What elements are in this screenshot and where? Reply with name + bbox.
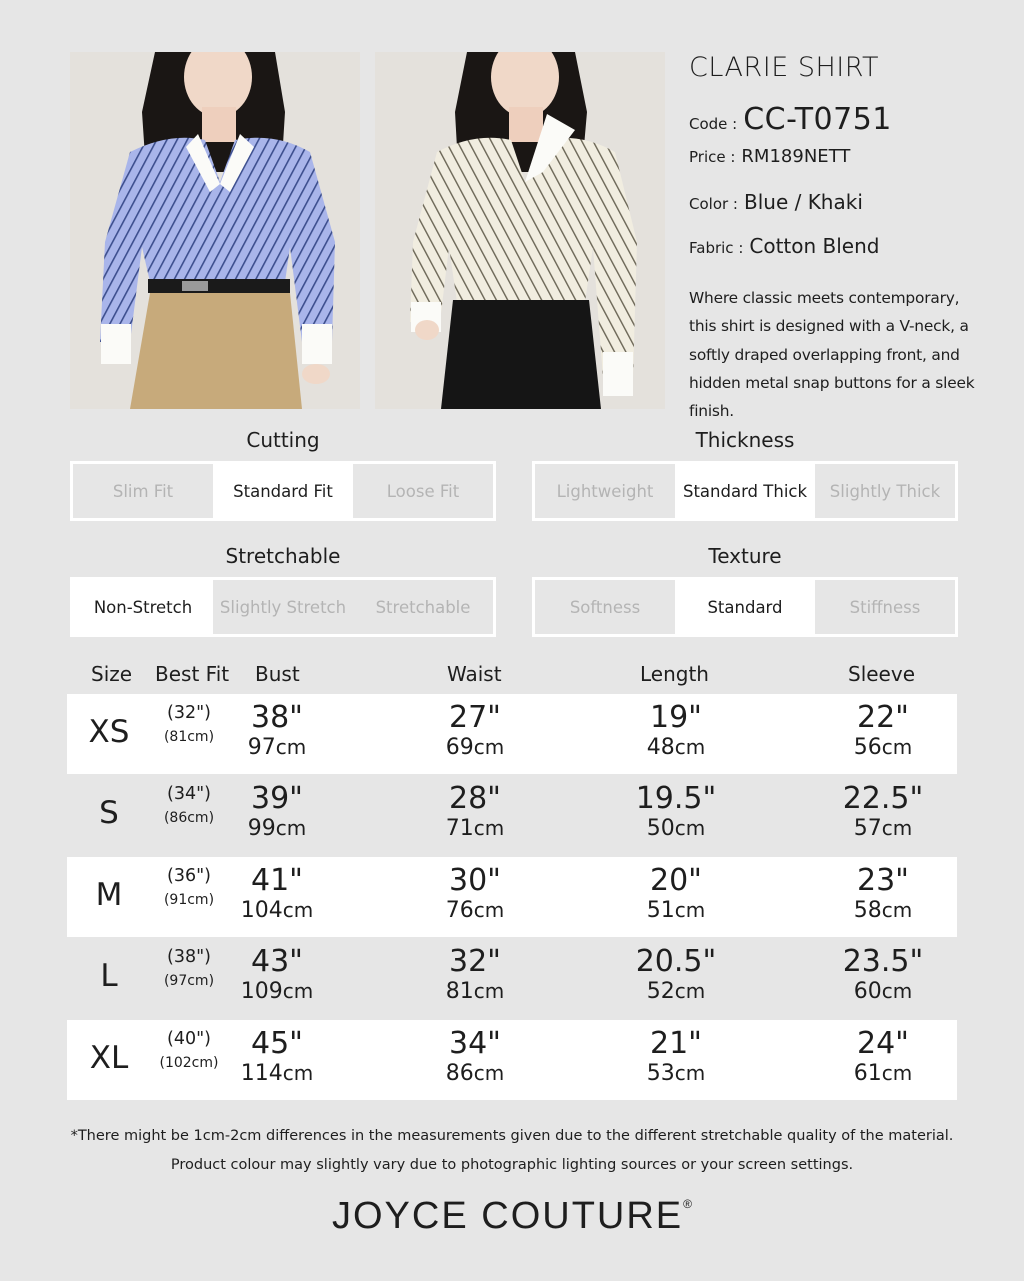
waist-cell: [425, 775, 525, 842]
fabric-label: Fabric :: [689, 239, 744, 257]
cm-unit: cm: [674, 816, 706, 840]
sleeve-cm-value: 58: [853, 898, 882, 923]
best-fit-cm: (102cm): [159, 1055, 219, 1071]
texture-option-stiffness: Stiffness: [815, 580, 955, 634]
length-cm: [626, 897, 726, 924]
bust-inches: 39": [251, 781, 303, 816]
length-cell: [626, 694, 726, 761]
color-value: Blue / Khaki: [743, 190, 863, 214]
waist-cm-value: 76: [445, 898, 474, 923]
size-label: XL: [89, 1040, 129, 1076]
bust-cell: [227, 1020, 327, 1087]
cutting-selector: [70, 461, 496, 521]
cutting-option-loose-fit: Loose Fit: [353, 464, 493, 518]
code-label: Code :: [689, 115, 738, 133]
size-label: S: [99, 795, 119, 831]
waist-cm: [425, 978, 525, 1005]
best-fit-cm: (97cm): [163, 973, 215, 989]
cutting-title: Cutting: [246, 428, 320, 452]
price-label: Price :: [689, 148, 736, 166]
thickness-option-slightly-thick: Slightly Thick: [815, 464, 955, 518]
length-cell: [626, 1020, 726, 1087]
cm-unit: cm: [881, 816, 913, 840]
bust-cell: [227, 694, 327, 761]
sleeve-cm: [833, 897, 933, 924]
waist-inches: 30": [449, 863, 501, 898]
best-fit-cell: [155, 1020, 223, 1071]
length-cm: [626, 1060, 726, 1087]
waist-cell: [425, 938, 525, 1005]
registered-mark: ®: [683, 1197, 692, 1211]
length-inches: 21": [650, 1026, 702, 1061]
cutting-option-slim-fit: Slim Fit: [73, 464, 213, 518]
sleeve-cell: [833, 775, 933, 842]
length-cm-value: 50: [646, 816, 675, 841]
header-length: Length: [640, 662, 709, 686]
sleeve-cm-value: 61: [853, 1061, 882, 1086]
product-description: Where classic meets contemporary, this shirt is designed with a V-neck, a softly draped overlapping front, and hidden metal snap buttons for a sleek finish.: [689, 289, 975, 421]
bust-inches: 38": [251, 700, 303, 735]
stretchable-option-slightly-stretch: Slightly Stretch: [213, 580, 353, 634]
length-cm: [626, 815, 726, 842]
cm-unit: cm: [275, 735, 307, 759]
cm-unit: cm: [282, 898, 314, 922]
thickness-title: Thickness: [695, 428, 795, 452]
waist-cell: [425, 1020, 525, 1087]
length-cm: [626, 978, 726, 1005]
khaki-shirt-photo: [375, 52, 665, 409]
cm-unit: cm: [473, 898, 505, 922]
best-fit-cell: [155, 775, 223, 826]
waist-inches: 34": [449, 1026, 501, 1061]
cm-unit: cm: [282, 1061, 314, 1085]
cm-unit: cm: [275, 816, 307, 840]
cm-unit: cm: [282, 979, 314, 1003]
cm-unit: cm: [674, 979, 706, 1003]
bust-cm-value: 99: [247, 816, 276, 841]
waist-cm-value: 86: [445, 1061, 474, 1086]
header-waist: Waist: [447, 662, 502, 686]
product-fabric: [689, 234, 979, 278]
sleeve-cm: [833, 978, 933, 1005]
sleeve-inches: 23": [857, 863, 909, 898]
bust-cell: [227, 938, 327, 1005]
product-info: [689, 52, 979, 425]
waist-cm: [425, 734, 525, 761]
length-cm-value: 53: [646, 1061, 675, 1086]
best-fit-inches: (38"): [167, 947, 211, 967]
code-value: CC-T0751: [743, 102, 892, 137]
length-cell: [626, 775, 726, 842]
length-cm-value: 48: [646, 735, 675, 760]
sleeve-cm: [833, 1060, 933, 1087]
product-price: [689, 146, 979, 190]
sleeve-inches: 23.5": [842, 944, 924, 979]
header-sleeve: Sleeve: [848, 662, 916, 686]
cm-unit: cm: [674, 898, 706, 922]
length-inches: 19": [650, 700, 702, 735]
sleeve-cell: [833, 694, 933, 761]
best-fit-cm: (81cm): [163, 729, 215, 745]
sleeve-inches: 24": [857, 1026, 909, 1061]
cm-unit: cm: [473, 979, 505, 1003]
cm-unit: cm: [881, 735, 913, 759]
brand-name: JOYCE COUTURE: [332, 1195, 684, 1237]
length-cm-value: 51: [646, 898, 675, 923]
bust-cell: [227, 857, 327, 924]
bust-inches: 45": [251, 1026, 303, 1061]
cm-unit: cm: [674, 735, 706, 759]
size-label: L: [100, 958, 118, 994]
bust-cm: [227, 815, 327, 842]
measurement-note: *There might be 1cm-2cm differences in the measurements given due to the different stretchable quality of the material.: [70, 1128, 954, 1144]
color-label: Color :: [689, 195, 738, 213]
size-table-header: [67, 660, 957, 694]
cm-unit: cm: [473, 816, 505, 840]
bust-cm: [227, 897, 327, 924]
sleeve-cm: [833, 734, 933, 761]
sleeve-cm: [833, 815, 933, 842]
size-row-s: [67, 775, 957, 855]
price-value: RM189NETT: [741, 146, 851, 167]
size-row-xl: [67, 1020, 957, 1100]
brand-logo: [0, 1195, 1024, 1238]
stretchable-option-non-stretch: Non-Stretch: [73, 580, 213, 634]
sleeve-cm-value: 57: [853, 816, 882, 841]
sleeve-cell: [833, 857, 933, 924]
waist-cm: [425, 815, 525, 842]
best-fit-cell: [155, 857, 223, 908]
length-inches: 19.5": [635, 781, 717, 816]
best-fit-inches: (40"): [167, 1029, 211, 1049]
cm-unit: cm: [881, 898, 913, 922]
sleeve-inches: 22": [857, 700, 909, 735]
thickness-option-standard-thick: Standard Thick: [675, 464, 815, 518]
thickness-option-lightweight: Lightweight: [535, 464, 675, 518]
stretchable-title: Stretchable: [225, 544, 341, 568]
header-bust: Bust: [255, 662, 300, 686]
best-fit-cell: [155, 938, 223, 989]
cm-unit: cm: [473, 735, 505, 759]
colour-note: Product colour may slightly vary due to photographic lighting sources or your screen settings.: [170, 1157, 854, 1173]
sleeve-cell: [833, 1020, 933, 1087]
stretchable-option-stretchable: Stretchable: [353, 580, 493, 634]
blue-shirt-photo: [70, 52, 360, 409]
cm-unit: cm: [473, 1061, 505, 1085]
size-row-xs: [67, 694, 957, 774]
sleeve-cell: [833, 938, 933, 1005]
header-best-fit: Best Fit: [155, 662, 230, 686]
waist-cell: [425, 694, 525, 761]
best-fit-inches: (36"): [167, 866, 211, 886]
bust-cm: [227, 1060, 327, 1087]
bust-cm: [227, 978, 327, 1005]
bust-cm-value: 104: [240, 898, 283, 923]
stretchable-selector: [70, 577, 496, 637]
product-code: [689, 102, 979, 146]
waist-inches: 27": [449, 700, 501, 735]
waist-cm: [425, 1060, 525, 1087]
bust-cell: [227, 775, 327, 842]
best-fit-cm: (86cm): [163, 810, 215, 826]
sleeve-inches: 22.5": [842, 781, 924, 816]
bust-cm-value: 114: [240, 1061, 283, 1086]
bust-cm: [227, 734, 327, 761]
texture-title: Texture: [708, 544, 782, 568]
bust-inches: 41": [251, 863, 303, 898]
best-fit-inches: (34"): [167, 784, 211, 804]
bust-inches: 43": [251, 944, 303, 979]
texture-selector: [532, 577, 958, 637]
cm-unit: cm: [674, 1061, 706, 1085]
length-inches: 20.5": [635, 944, 717, 979]
best-fit-cm: (91cm): [163, 892, 215, 908]
length-cm-value: 52: [646, 979, 675, 1004]
fabric-value: Cotton Blend: [749, 234, 880, 258]
texture-option-softness: Softness: [535, 580, 675, 634]
best-fit-cell: [155, 694, 223, 745]
cutting-option-standard-fit: Standard Fit: [213, 464, 353, 518]
length-cm: [626, 734, 726, 761]
sleeve-cm-value: 56: [853, 735, 882, 760]
length-cell: [626, 938, 726, 1005]
header-size: Size: [91, 662, 133, 686]
waist-inches: 28": [449, 781, 501, 816]
bust-cm-value: 109: [240, 979, 283, 1004]
waist-cm-value: 69: [445, 735, 474, 760]
waist-cm-value: 71: [445, 816, 474, 841]
length-cell: [626, 857, 726, 924]
thickness-selector: [532, 461, 958, 521]
bust-cm-value: 97: [247, 735, 276, 760]
texture-option-standard: Standard: [675, 580, 815, 634]
cm-unit: cm: [881, 1061, 913, 1085]
product-color: [689, 190, 979, 234]
length-inches: 20": [650, 863, 702, 898]
best-fit-inches: (32"): [167, 703, 211, 723]
size-label: M: [95, 877, 123, 913]
cm-unit: cm: [881, 979, 913, 1003]
size-label: XS: [88, 714, 130, 750]
waist-cm-value: 81: [445, 979, 474, 1004]
size-row-m: [67, 857, 957, 937]
waist-cm: [425, 897, 525, 924]
size-row-l: [67, 938, 957, 1018]
product-title: CLARIE SHIRT: [689, 52, 880, 83]
waist-inches: 32": [449, 944, 501, 979]
waist-cell: [425, 857, 525, 924]
sleeve-cm-value: 60: [853, 979, 882, 1004]
